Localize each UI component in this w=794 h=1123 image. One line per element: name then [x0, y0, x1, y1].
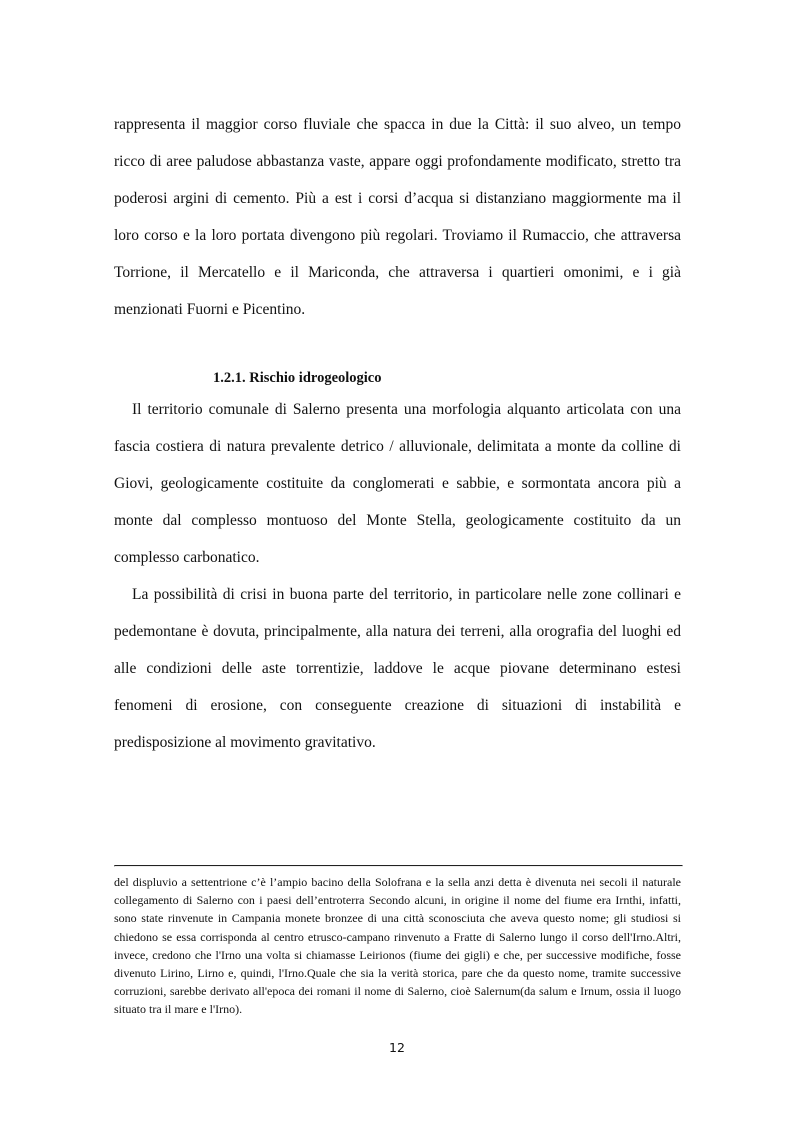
body-paragraph-3: La possibilità di crisi in buona parte del territorio, in particolare nelle zone collinari e pedemontane è dovuta, principalmente, alla natura dei terreni, alla orografia del luoghi ed alle condizioni delle aste torrentizie, laddove le acque piovane determinano estesi fenomeni di erosione, con conseguente creazione di situazioni di instabilità e predisposizione al movimento gravitativo.	[114, 586, 681, 751]
body-paragraph-1: rappresenta il maggior corso fluviale che spacca in due la Città: il suo alveo, un tempo ricco di aree paludose abbastanza vaste, appare oggi profondamente modificato, stretto tra poderosi argini di cemento. Più a est i corsi d’acqua si distanziano maggiormente ma il loro corso e la loro portata divengono più regolari. Troviamo il Rumaccio, che attraversa Torrione, il Mercatello e il Mariconda, che attraversa i quartieri omonimi, e i già menzionati Fuorni e Picentino.	[114, 116, 681, 318]
footnote-separator	[114, 865, 683, 867]
body-paragraph-2: Il territorio comunale di Salerno presenta una morfologia alquanto articolata con una fascia costiera di natura prevalente detrico / alluvionale, delimitata a monte da colline di Giovi, geologicamente costituite da conglomerati e sabbie, e sormontata ancora più a monte dal complesso montuoso del Monte Stella, geologicamente costituito da un complesso carbonatico.	[114, 401, 681, 566]
page-number: 12	[389, 1040, 405, 1055]
section-heading: 1.2.1. Rischio idrogeologico	[213, 370, 382, 386]
footnote-text: del displuvio a settentrione c’è l’ampio bacino della Solofrana e la sella anzi detta è divenuta nei secoli il naturale collegamento di Salerno con i paesi dell’entroterra Secondo alcuni, in origine il nome del fiume era Irnthi, infatti, sono state rinvenute in Campania monete bronzee di una città sconosciuta che aveva questo nome; gli studiosi si chiedono se essa corrisponda al centro etrusco-campano rinvenuto a Fratte di Salerno lungo il corso dell'Irno.Altri, invece, credono che l'Irno una volta si chiamasse Leirionos (fiume dei gigli) e che, per successive modifiche, fosse divenuto Lirino, Lirno e, quindi, l'Irno.Quale che sia la verità storica, pare che da questo nome, tramite successive corruzioni, sarebbe derivato all'epoca dei romani il nome di Salerno, cioè Salernum(da salum e Irnum, ossia il luogo situato tra il mare e l'Irno).	[114, 875, 681, 1017]
